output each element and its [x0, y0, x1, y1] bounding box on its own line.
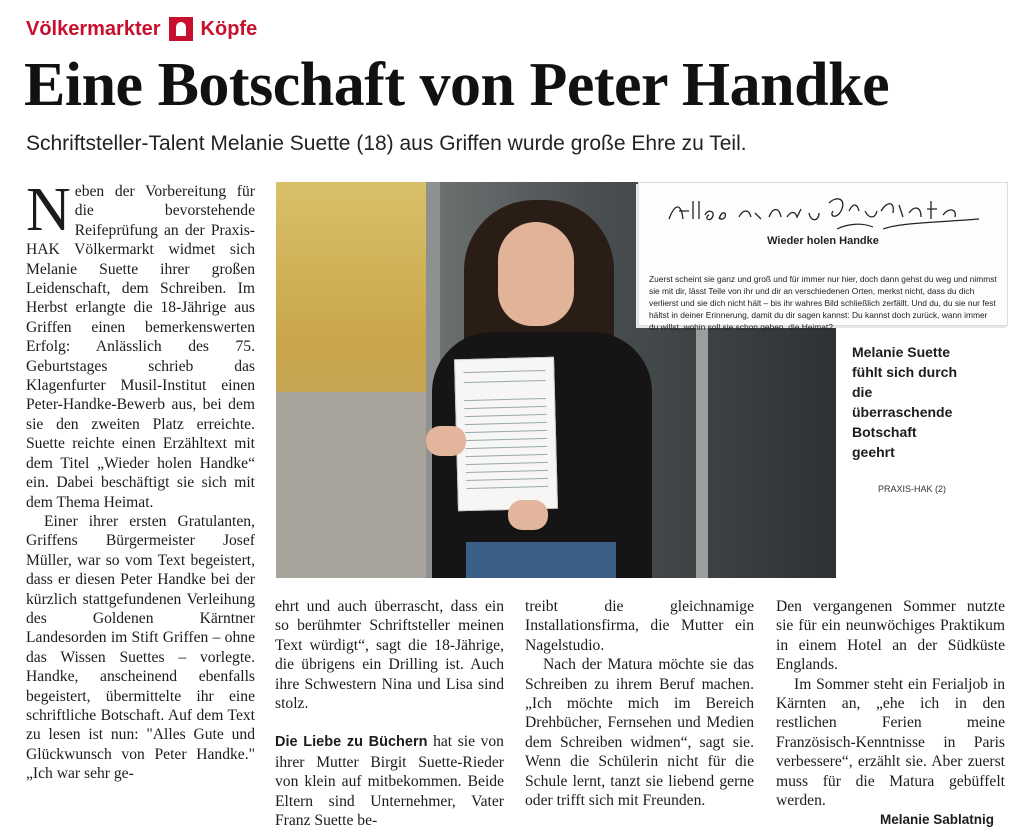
kicker-right: Köpfe — [200, 17, 258, 40]
article-column-2 — [275, 597, 504, 830]
photo-credit: PRAXIS-HAK (2) — [878, 484, 947, 494]
section-kicker — [26, 14, 257, 44]
drop-cap: N — [26, 176, 71, 244]
article-column-4 — [776, 597, 1005, 810]
subheadline: Schriftsteller-Talent Melanie Suette (18) aus Griffen wurde große Ehre zu Teil. — [26, 132, 747, 155]
article-column-3 — [525, 597, 754, 810]
inset-excerpt: Zuerst scheint sie ganz und groß und für immer nur hier, doch dann gehst du weg und nimmst sie mit dir, lässt Teile von ihr und dir an verschiedenen Orten, merkst nicht, dass du dich verlierst und sie dich nicht hält – bis ihr wahres Bild schließlich zerfällt. Und du, du sie nur fest hältst in deiner Erinnerung, damit du dir sagen kannst: Du kannst doch zurück, wann immer du willst, wohin soll sie schon gehen, die Heimat? — [649, 274, 997, 332]
paragraph-3: ehrt und auch überrascht, dass ein so berühmter Schriftsteller meinen Text würdigt“, sagt die 18-Jährige, die übrigens ein Drilling ist. Auch ihre Schwestern Nina und Lisa sind stolz. — [275, 598, 504, 713]
paragraph-2: Einer ihrer ersten Gratulanten, Griffens Bürgermeister Josef Müller, war so vom Text begeistert, dass er diesen Peter Handke bei der kürzlich stattgefundenen Verleihung des Goldenen Kärntner Landesorden im Stift Griffen – ohne das Wissen Suettes – vorlegte. Handke, anscheinend ebenfalls begeistert, übermittelte ihr eine schriftliche Botschaft. Auf dem Text zu lesen ist nun: "Alles Gute und Glückwunsch von Peter Handke." „Ich war sehr ge- — [26, 512, 255, 783]
paragraph-8: Im Sommer steht ein Ferialjob in Kärnten an, „ehe ich in den restlichen Ferien meine Französisch-Kenntnisse in Paris verbessere“, erzählt sie. Aber zuerst muss für die Matura gebüffelt werden. — [776, 675, 1005, 810]
kicker-left: Völkermarkter — [26, 17, 161, 40]
newspaper-logo-icon — [169, 17, 193, 41]
paragraph-1: Neben der Vorbereitung für die bevorstehende Reifeprüfung an der Praxis-HAK Völkermarkt widmet sich Melanie Suette ihrer großen Leidenschaft, dem Schreiben. Im Herbst erlangte die 18-Jährige aus Griffen einen bemerkenswerten Erfolg: Anlässlich des 75. Geburtstages schrieb das Klagenfurter Musil-Institut einen Peter-Handke-Bewerb aus, bei dem sie den zweiten Platz erreichte. Suette reichte einen Erzähltext mit dem Titel „Wieder holen Handke“ ein. Dabei beschäftigt sie sich mit dem Thema Heimat. — [26, 176, 255, 511]
photo-caption: Melanie Suette fühlt sich durch die überraschende Botschaft geehrt — [852, 344, 957, 460]
handwriting-signature — [659, 193, 989, 233]
author-byline: Melanie Sablatnig — [880, 812, 995, 827]
paragraph-5: treibt die gleichnamige Installationsfirma, die Mutter ein Nagelstudio. — [525, 598, 754, 654]
headline: Eine Botschaft von Peter Handke — [24, 51, 890, 119]
article-column-1 — [26, 176, 255, 784]
handwritten-note-inset — [638, 182, 1008, 332]
paragraph-6: Nach der Matura möchte sie das Schreiben zu ihrem Beruf machen. „Ich möchte mich im Bereich Drehbücher, Fernsehen und Medien dem Schreiben widmen“, sagt sie. Wenn die Schülerin nicht für die Schule lernt, tanzt sie liebend gerne oder trifft sich mit Freunden. — [525, 656, 754, 810]
paragraph-7: Den vergangenen Sommer nutzte sie für ein neunwöchiges Praktikum in einem Hotel an der Südküste Englands. — [776, 598, 1005, 674]
paragraph-4: Die Liebe zu Büchern hat sie von ihrer Mutter Birgit Suette-Rieder von klein auf mitbekommen. Beide Eltern sind Unternehmer, Vater Franz Suette be- — [275, 733, 504, 830]
lead-in: Die Liebe zu Büchern — [275, 734, 428, 751]
inset-title: Wieder holen Handke — [767, 235, 879, 247]
